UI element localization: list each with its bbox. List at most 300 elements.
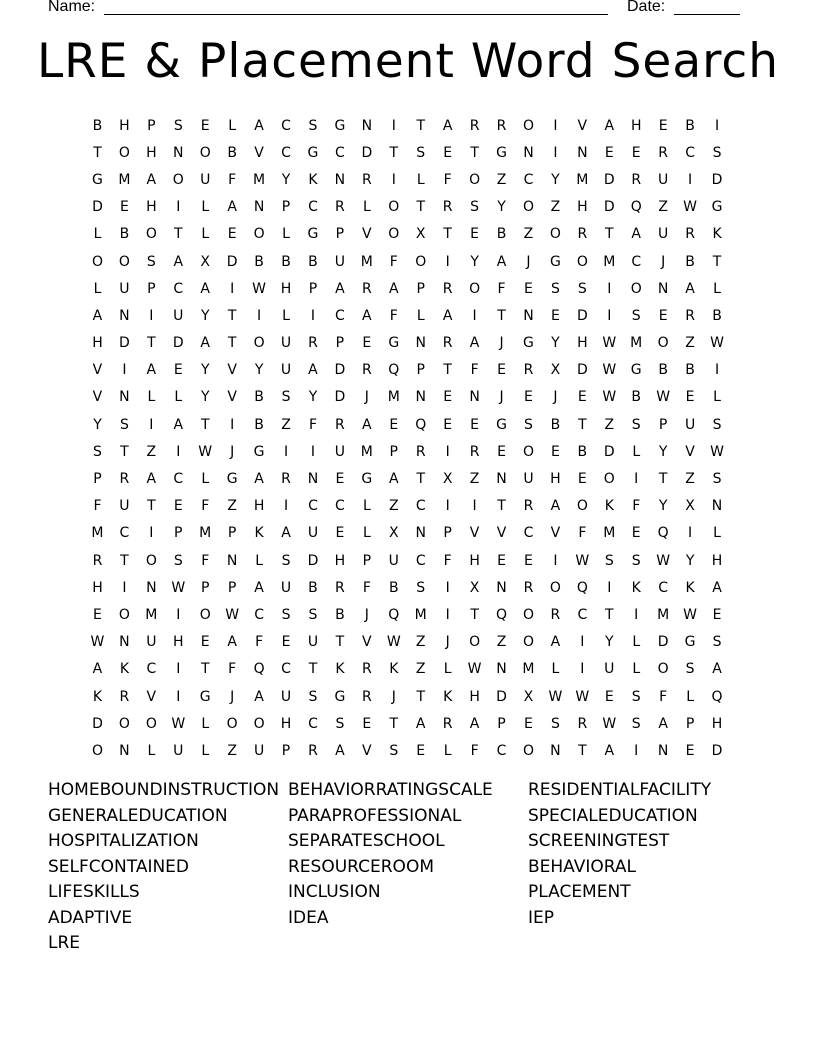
- grid-letter: V: [92, 362, 103, 379]
- grid-letter: K: [631, 579, 641, 596]
- grid-row: [84, 493, 731, 520]
- grid-letter: I: [445, 498, 450, 515]
- grid-letter: E: [577, 471, 587, 488]
- grid-letter: P: [685, 715, 695, 732]
- grid-letter: L: [416, 307, 425, 324]
- grid-letter: O: [469, 634, 481, 651]
- grid-letter: H: [280, 715, 292, 732]
- grid-letter: L: [282, 226, 290, 243]
- grid-letter: R: [550, 606, 561, 623]
- grid-letter: U: [253, 742, 265, 759]
- grid-letter: E: [524, 715, 533, 732]
- grid-letter: Q: [711, 688, 723, 705]
- grid-letter: D: [307, 552, 319, 569]
- grid-letter: K: [92, 688, 103, 705]
- grid-letter: O: [118, 144, 130, 161]
- grid-letter: E: [577, 389, 587, 406]
- grid-letter: U: [173, 307, 184, 324]
- grid-letter: A: [335, 280, 345, 297]
- grid-letter: D: [334, 389, 346, 406]
- grid-letter: U: [280, 335, 292, 352]
- grid-letter: H: [469, 688, 480, 705]
- grid-letter: C: [631, 253, 642, 270]
- grid-letter: O: [199, 144, 211, 161]
- grid-letter: R: [335, 579, 345, 596]
- grid-letter: C: [496, 742, 507, 759]
- grid-letter: A: [604, 742, 615, 759]
- grid-letter: S: [281, 552, 291, 569]
- grid-letter: L: [632, 661, 641, 678]
- grid-letter: B: [577, 443, 588, 460]
- grid-letter: I: [445, 253, 450, 270]
- grid-letter: L: [201, 742, 210, 759]
- grid-letter: S: [308, 688, 318, 705]
- grid-letter: L: [201, 199, 210, 216]
- grid-row: [84, 194, 731, 221]
- grid-letter: C: [685, 144, 695, 161]
- grid-letter: L: [632, 634, 641, 651]
- grid-letter: B: [119, 226, 130, 243]
- grid-letter: O: [415, 253, 427, 270]
- grid-letter: M: [603, 525, 616, 542]
- grid-letter: L: [443, 742, 452, 759]
- letter-grid: [84, 112, 731, 765]
- grid-letter: O: [172, 171, 184, 188]
- grid-letter: I: [634, 606, 639, 623]
- grid-letter: A: [92, 307, 103, 324]
- grid-letter: I: [445, 579, 450, 596]
- grid-letter: D: [603, 443, 615, 460]
- grid-letter: I: [714, 362, 720, 379]
- grid-letter: O: [522, 634, 534, 651]
- grid-row: [84, 302, 731, 329]
- grid-letter: V: [496, 525, 507, 542]
- grid-letter: P: [227, 579, 237, 596]
- word-list-item: HOMEBOUNDINSTRUCTION: [48, 780, 280, 800]
- grid-letter: I: [310, 307, 316, 324]
- grid-letter: C: [335, 307, 345, 324]
- grid-letter: P: [308, 280, 318, 297]
- grid-letter: G: [549, 253, 561, 270]
- grid-letter: F: [578, 525, 587, 542]
- grid-letter: O: [388, 226, 400, 243]
- grid-letter: I: [149, 416, 154, 433]
- grid-letter: O: [630, 280, 642, 297]
- grid-letter: C: [415, 552, 426, 569]
- grid-letter: U: [173, 742, 184, 759]
- grid-letter: T: [416, 471, 425, 488]
- word-list-item: LIFESKILLS: [48, 882, 140, 902]
- grid-letter: G: [307, 144, 319, 161]
- grid-letter: S: [631, 715, 641, 732]
- grid-letter: G: [496, 416, 507, 433]
- grid-letter: O: [226, 715, 238, 732]
- grid-letter: Z: [523, 226, 534, 243]
- grid-letter: O: [522, 443, 534, 460]
- grid-letter: Z: [604, 416, 615, 433]
- grid-letter: V: [362, 226, 372, 243]
- grid-letter: C: [308, 715, 318, 732]
- grid-letter: G: [253, 443, 265, 460]
- grid-letter: B: [254, 416, 264, 433]
- grid-row: [84, 710, 731, 737]
- grid-letter: N: [657, 742, 669, 759]
- grid-letter: W: [225, 606, 240, 623]
- grid-letter: I: [553, 144, 558, 161]
- grid-letter: L: [362, 199, 371, 216]
- grid-letter: W: [710, 443, 724, 460]
- grid-letter: D: [226, 253, 238, 270]
- grid-letter: N: [415, 389, 426, 406]
- grid-letter: T: [147, 498, 156, 515]
- grid-letter: Y: [308, 389, 318, 406]
- grid-letter: Y: [200, 362, 210, 379]
- grid-letter: H: [711, 715, 723, 732]
- grid-letter: E: [685, 742, 695, 759]
- grid-letter: S: [524, 416, 533, 433]
- word-list-column-3: [528, 778, 711, 931]
- grid-letter: O: [657, 661, 669, 678]
- grid-letter: G: [523, 335, 534, 352]
- grid-letter: J: [364, 389, 369, 406]
- grid-letter: A: [146, 471, 157, 488]
- grid-letter: E: [281, 634, 291, 651]
- grid-letter: Y: [281, 171, 291, 188]
- grid-letter: E: [443, 416, 453, 433]
- word-list-item: PARAPROFESSIONAL: [288, 805, 462, 826]
- grid-letter: N: [496, 579, 507, 596]
- grid-letter: O: [91, 742, 103, 759]
- grid-letter: R: [308, 742, 318, 759]
- grid-letter: H: [469, 552, 480, 569]
- grid-letter: H: [280, 280, 292, 297]
- grid-letter: F: [228, 171, 237, 188]
- grid-letter: I: [553, 552, 558, 569]
- grid-letter: V: [362, 742, 372, 759]
- grid-letter: V: [227, 362, 237, 379]
- grid-letter: P: [281, 742, 291, 759]
- grid-letter: O: [522, 742, 534, 759]
- grid-letter: K: [685, 579, 695, 596]
- grid-letter: U: [684, 416, 696, 433]
- grid-letter: I: [257, 307, 262, 324]
- grid-letter: X: [523, 688, 534, 705]
- grid-letter: T: [308, 661, 318, 678]
- grid-letter: Y: [551, 171, 560, 188]
- word-list-item: RESOURCEROOM: [288, 856, 434, 877]
- grid-letter: O: [145, 552, 157, 569]
- grid-letter: O: [253, 715, 265, 732]
- grid-letter: V: [550, 525, 561, 542]
- grid-letter: D: [657, 634, 669, 651]
- grid-letter: L: [282, 307, 290, 324]
- grid-letter: P: [362, 552, 372, 569]
- grid-letter: A: [146, 362, 157, 379]
- grid-letter: M: [603, 253, 616, 270]
- grid-letter: S: [389, 742, 399, 759]
- grid-letter: H: [146, 144, 157, 161]
- grid-letter: L: [174, 389, 183, 406]
- word-list: [48, 778, 768, 958]
- grid-letter: R: [469, 443, 480, 460]
- date-label: Date:: [627, 0, 666, 15]
- grid-letter: P: [416, 280, 425, 297]
- grid-letter: W: [575, 688, 590, 705]
- grid-letter: G: [388, 335, 400, 352]
- grid-letter: P: [389, 443, 398, 460]
- grid-letter: U: [280, 579, 292, 596]
- grid-letter: I: [472, 307, 477, 324]
- grid-letter: E: [443, 144, 453, 161]
- grid-letter: I: [391, 117, 396, 134]
- grid-letter: H: [630, 117, 642, 134]
- grid-letter: F: [659, 688, 668, 705]
- word-list-item: GENERALEDUCATION: [48, 805, 228, 826]
- word-list-item: LRE: [48, 933, 81, 953]
- grid-letter: N: [496, 471, 507, 488]
- grid-letter: W: [171, 715, 186, 732]
- grid-letter: U: [334, 443, 346, 460]
- grid-letter: E: [658, 117, 668, 134]
- grid-letter: N: [711, 498, 723, 515]
- grid-letter: S: [93, 443, 102, 460]
- grid-letter: D: [172, 335, 184, 352]
- grid-letter: N: [523, 307, 534, 324]
- grid-letter: A: [469, 335, 480, 352]
- grid-letter: S: [281, 389, 291, 406]
- grid-letter: S: [308, 606, 318, 623]
- grid-letter: J: [364, 606, 369, 623]
- grid-letter: Y: [200, 389, 210, 406]
- grid-row: [84, 574, 731, 601]
- grid-letter: R: [496, 117, 507, 134]
- worksheet-header: [48, 0, 740, 20]
- grid-letter: R: [442, 715, 453, 732]
- grid-letter: S: [173, 117, 183, 134]
- grid-letter: I: [580, 634, 585, 651]
- grid-letter: I: [176, 661, 181, 678]
- grid-letter: E: [173, 498, 183, 515]
- grid-letter: R: [469, 117, 480, 134]
- grid-letter: L: [362, 525, 371, 542]
- grid-letter: C: [335, 498, 345, 515]
- grid-letter: W: [90, 634, 105, 651]
- grid-letter: V: [254, 144, 264, 161]
- grid-letter: B: [308, 579, 318, 596]
- grid-letter: Y: [658, 443, 668, 460]
- grid-letter: L: [713, 525, 721, 542]
- grid-letter: U: [523, 471, 534, 488]
- grid-letter: L: [201, 715, 210, 732]
- grid-letter: M: [253, 171, 266, 188]
- word-list-item: PLACEMENT: [528, 882, 631, 902]
- grid-letter: S: [119, 416, 129, 433]
- grid-letter: N: [146, 579, 157, 596]
- grid-letter: A: [388, 471, 399, 488]
- grid-letter: Q: [657, 525, 669, 542]
- grid-letter: L: [201, 226, 210, 243]
- grid-letter: Y: [497, 199, 506, 216]
- grid-letter: A: [469, 715, 480, 732]
- grid-letter: G: [334, 688, 346, 705]
- grid-letter: R: [361, 688, 372, 705]
- grid-letter: Q: [388, 606, 400, 623]
- grid-letter: B: [685, 253, 695, 270]
- grid-letter: N: [307, 471, 319, 488]
- grid-letter: E: [497, 443, 506, 460]
- grid-letter: E: [604, 144, 614, 161]
- grid-letter: I: [607, 280, 612, 297]
- grid-row: [84, 330, 731, 357]
- grid-letter: D: [496, 688, 507, 705]
- grid-letter: W: [710, 335, 724, 352]
- grid-letter: E: [227, 226, 237, 243]
- grid-letter: M: [657, 606, 670, 623]
- grid-letter: M: [630, 335, 643, 352]
- grid-letter: B: [335, 606, 345, 623]
- grid-letter: F: [255, 634, 264, 651]
- grid-letter: X: [415, 226, 426, 243]
- grid-letter: N: [415, 335, 426, 352]
- grid-letter: C: [281, 661, 291, 678]
- grid-letter: Z: [227, 742, 237, 759]
- grid-row: [84, 221, 731, 248]
- grid-row: [84, 166, 731, 193]
- grid-letter: B: [254, 389, 264, 406]
- grid-letter: R: [631, 171, 642, 188]
- grid-letter: E: [362, 335, 372, 352]
- word-list-item: ADAPTIVE: [48, 907, 133, 928]
- grid-letter: S: [308, 117, 318, 134]
- grid-letter: H: [711, 552, 723, 569]
- grid-letter: V: [469, 525, 480, 542]
- word-list-item: IDEA: [288, 907, 329, 928]
- grid-letter: I: [472, 498, 477, 515]
- grid-letter: U: [334, 253, 346, 270]
- grid-letter: N: [577, 144, 588, 161]
- grid-letter: Y: [470, 253, 479, 270]
- grid-letter: E: [550, 443, 560, 460]
- grid-letter: F: [497, 280, 506, 297]
- grid-letter: Q: [496, 606, 508, 623]
- grid-letter: U: [307, 525, 319, 542]
- grid-letter: W: [602, 715, 617, 732]
- grid-letter: C: [254, 606, 264, 623]
- grid-letter: H: [577, 199, 588, 216]
- grid-letter: H: [550, 471, 561, 488]
- grid-letter: M: [145, 606, 158, 623]
- grid-letter: M: [91, 525, 104, 542]
- grid-letter: L: [147, 742, 156, 759]
- grid-letter: S: [685, 661, 695, 678]
- grid-letter: G: [711, 199, 723, 216]
- grid-letter: L: [443, 661, 452, 678]
- grid-letter: G: [226, 471, 238, 488]
- grid-letter: O: [91, 253, 103, 270]
- grid-letter: Q: [388, 362, 400, 379]
- grid-letter: I: [176, 606, 181, 623]
- grid-letter: L: [228, 117, 237, 134]
- grid-letter: F: [389, 253, 398, 270]
- grid-letter: N: [361, 117, 373, 134]
- grid-letter: E: [200, 634, 210, 651]
- grid-letter: S: [550, 280, 560, 297]
- grid-letter: Y: [685, 552, 695, 569]
- grid-letter: P: [497, 715, 506, 732]
- grid-letter: R: [685, 307, 695, 324]
- grid-letter: R: [523, 498, 534, 515]
- grid-letter: I: [607, 579, 612, 596]
- grid-letter: W: [548, 688, 563, 705]
- grid-letter: O: [253, 226, 265, 243]
- grid-letter: L: [201, 471, 210, 488]
- grid-letter: T: [200, 661, 210, 678]
- grid-letter: O: [118, 253, 130, 270]
- grid-letter: P: [227, 525, 237, 542]
- grid-letter: A: [146, 171, 157, 188]
- grid-letter: P: [93, 471, 102, 488]
- grid-letter: O: [549, 579, 561, 596]
- grid-letter: Z: [146, 443, 157, 460]
- grid-letter: A: [550, 498, 561, 515]
- grid-letter: U: [388, 552, 399, 569]
- grid-letter: E: [416, 742, 426, 759]
- grid-letter: G: [496, 144, 507, 161]
- grid-letter: T: [147, 335, 156, 352]
- grid-letter: O: [118, 606, 130, 623]
- grid-letter: Y: [254, 362, 264, 379]
- grid-row: [84, 547, 731, 574]
- grid-letter: P: [174, 525, 183, 542]
- grid-letter: O: [576, 498, 588, 515]
- grid-letter: M: [360, 253, 373, 270]
- grid-letter: U: [146, 634, 157, 651]
- grid-letter: U: [119, 280, 130, 297]
- grid-letter: C: [658, 579, 669, 596]
- grid-letter: T: [605, 226, 614, 243]
- grid-letter: C: [523, 171, 534, 188]
- grid-letter: B: [281, 253, 291, 270]
- grid-letter: T: [497, 498, 506, 515]
- grid-letter: Q: [630, 199, 642, 216]
- grid-letter: X: [442, 471, 453, 488]
- grid-letter: E: [470, 226, 480, 243]
- grid-letter: B: [550, 416, 561, 433]
- grid-letter: A: [362, 307, 372, 324]
- grid-letter: A: [415, 715, 426, 732]
- grid-letter: C: [281, 144, 291, 161]
- name-label: Name:: [48, 0, 96, 15]
- grid-letter: E: [712, 606, 722, 623]
- grid-letter: F: [470, 362, 479, 379]
- grid-letter: X: [550, 362, 561, 379]
- word-list-item: RESIDENTIALFACILITY: [528, 780, 712, 800]
- grid-letter: O: [657, 335, 669, 352]
- grid-letter: R: [119, 471, 130, 488]
- grid-letter: Z: [469, 471, 480, 488]
- grid-row: [84, 248, 731, 275]
- grid-letter: E: [93, 606, 102, 623]
- grid-letter: I: [391, 171, 396, 188]
- grid-letter: R: [361, 661, 372, 678]
- grid-letter: O: [199, 606, 211, 623]
- grid-letter: P: [658, 416, 668, 433]
- grid-letter: F: [470, 742, 479, 759]
- grid-letter: Z: [685, 335, 695, 352]
- grid-letter: C: [523, 525, 534, 542]
- grid-letter: H: [173, 634, 184, 651]
- grid-letter: W: [386, 634, 401, 651]
